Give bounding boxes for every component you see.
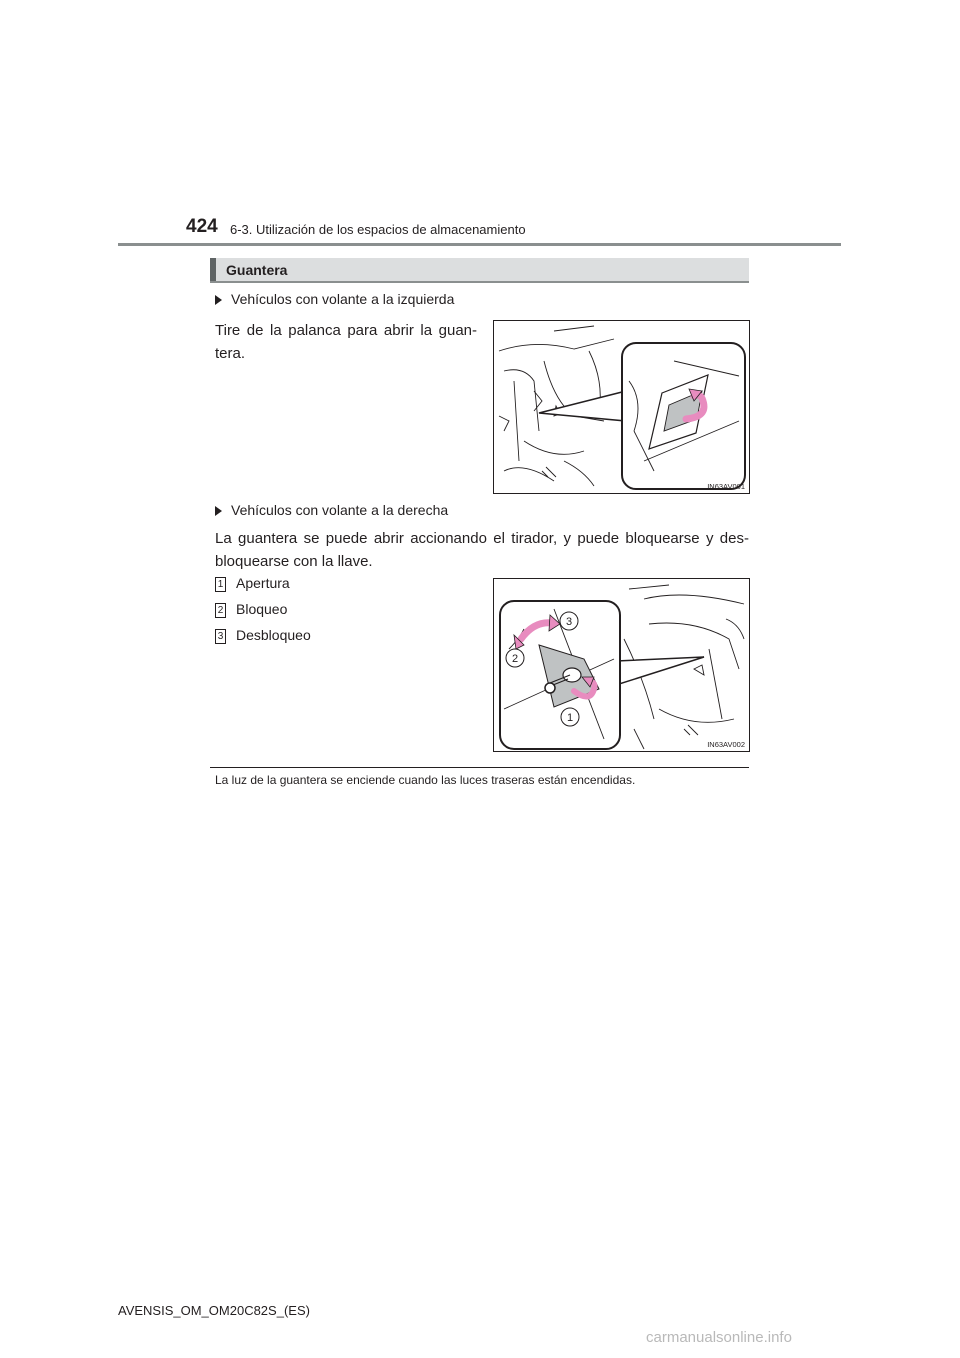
list-item-lock	[215, 601, 287, 618]
item-number: 1	[215, 577, 226, 592]
chapter-title: 6-3. Utilización de los espacios de almacenamiento	[230, 222, 526, 237]
list-item-unlock	[215, 627, 311, 644]
footer-document-code: AVENSIS_OM_OM20C82S_(ES)	[118, 1303, 310, 1318]
item-number: 2	[215, 603, 226, 618]
note-text: La luz de la guantera se enciende cuando las luces traseras están encendidas.	[215, 773, 636, 787]
section-accent	[210, 258, 216, 281]
figure-code: IN63AV001	[707, 482, 745, 491]
item-label: Apertura	[236, 575, 290, 591]
callout-2: 2	[511, 653, 519, 665]
item-label: Desbloqueo	[236, 627, 311, 643]
section-title: Guantera	[226, 262, 288, 278]
item-label: Bloqueo	[236, 601, 288, 617]
instruction-left-hand: Tire de la palanca para abrir la guan-tera.	[215, 322, 477, 362]
glovebox-lever-illustration	[494, 321, 750, 494]
bullet-label: Vehículos con volante a la derecha	[231, 502, 449, 518]
page-number: 424	[186, 216, 218, 237]
figure-glovebox-right-hand	[493, 578, 750, 752]
bullet-left-hand-drive	[215, 291, 454, 307]
item-number: 3	[215, 629, 226, 644]
watermark: carmanualsonline.info	[646, 1329, 792, 1346]
bullet-label: Vehículos con volante a la izquierda	[231, 291, 455, 307]
callout-3: 3	[565, 616, 573, 628]
glovebox-key-illustration	[494, 579, 750, 752]
triangle-bullet-icon	[215, 506, 222, 516]
figure-glovebox-left-hand	[493, 320, 750, 494]
bullet-right-hand-drive	[215, 502, 448, 518]
section-header	[210, 258, 749, 283]
instruction-right-hand: La guantera se puede abrir accionando el tirador, y puede bloquearse y des-bloquearse con la llave.	[215, 530, 749, 570]
callout-1: 1	[566, 712, 574, 724]
header-divider	[118, 243, 841, 246]
list-item-opening	[215, 575, 290, 592]
triangle-bullet-icon	[215, 295, 222, 305]
figure-code: IN63AV002	[707, 740, 745, 749]
note-divider	[210, 767, 749, 768]
